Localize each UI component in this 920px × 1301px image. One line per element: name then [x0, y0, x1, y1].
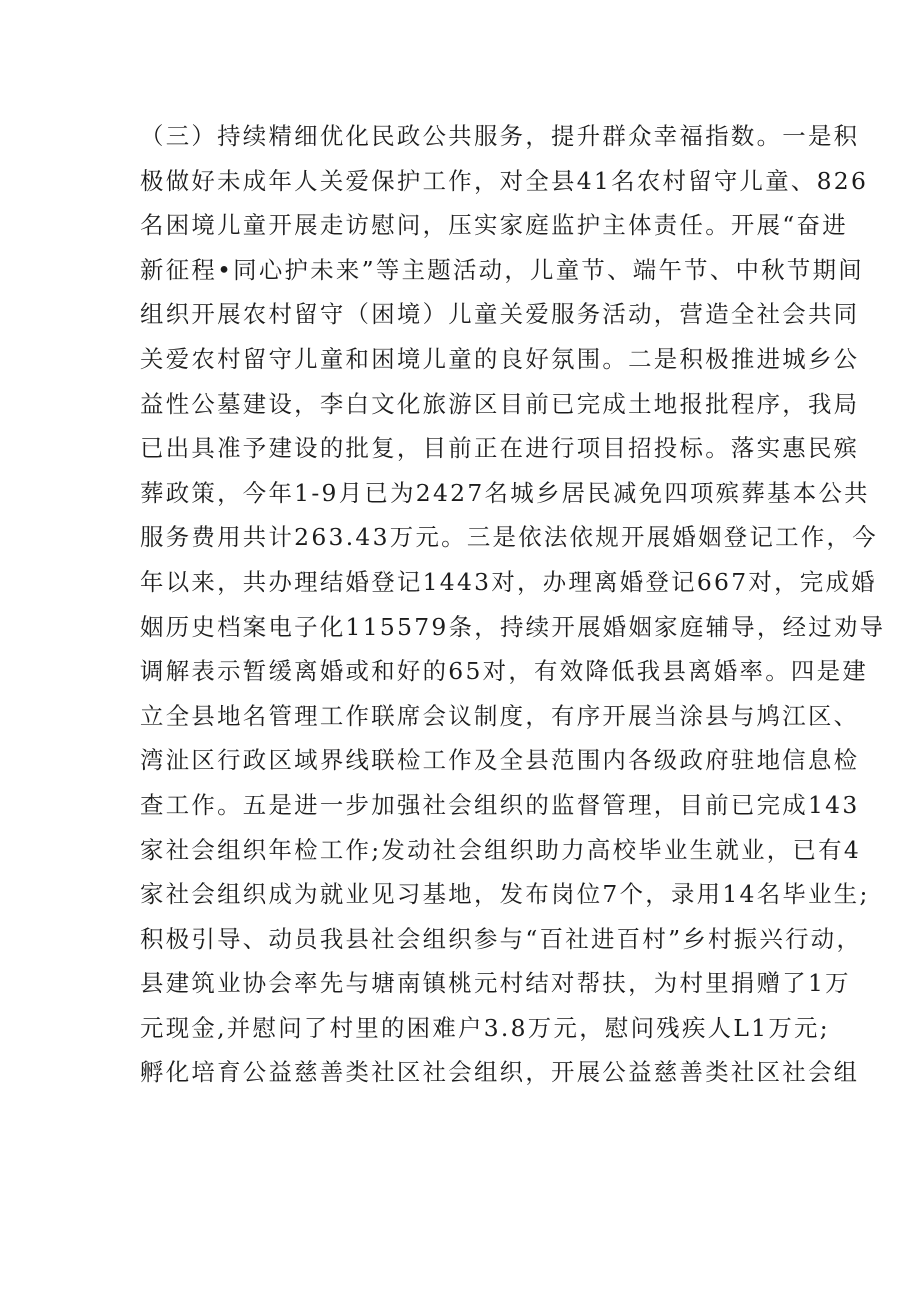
paragraph-line: 姻历史档案电子化115579条，持续开展婚姻家庭辅导，经过劝导: [140, 612, 886, 641]
paragraph-line: 立全县地名管理工作联席会议制度，有序开展当涂县与鸠江区、: [140, 701, 860, 730]
paragraph-line: 益性公墓建设，李白文化旅游区目前已完成土地报批程序，我局: [140, 389, 860, 418]
paragraph-line: 关爱农村留守儿童和困境儿童的良好氛围。二是积极推进城乡公: [140, 344, 860, 373]
paragraph-line: 查工作。五是进一步加强社会组织的监督管理，目前已完成143: [140, 790, 860, 819]
paragraph-line: 葬政策，今年1-9月已为2427名城乡居民减免四项殡葬基本公共: [140, 478, 870, 507]
paragraph-line: 湾沚区行政区域界线联检工作及全县范围内各级政府驻地信息检: [140, 746, 860, 775]
paragraph-line: 家社会组织成为就业见习基地，发布岗位7个，录用14名毕业生;: [140, 880, 870, 909]
paragraph-line: 服务费用共计263.43万元。三是依法依规开展婚姻登记工作，今: [140, 523, 878, 552]
paragraph-line: 组织开展农村留守（困境）儿童关爱服务活动，营造全社会共同: [140, 300, 860, 329]
paragraph-line: 新征程•同心护未来”等主题活动，儿童节、端午节、中秋节期间: [140, 255, 864, 284]
paragraph-line: 元现金,并慰问了村里的困难户3.8万元，慰问残疾人L1万元;: [140, 1013, 830, 1042]
body-paragraph: [140, 114, 886, 1095]
paragraph-line: 家社会组织年检工作;发动社会组织助力高校毕业生就业，已有4: [140, 835, 862, 864]
paragraph-line: 调解表示暂缓离婚或和好的65对，有效降低我县离婚率。四是建: [140, 657, 869, 686]
paragraph-line: 名困境儿童开展走访慰问，压实家庭监护主体责任。开展“奋进: [140, 211, 848, 240]
paragraph-line: （三）持续精细优化民政公共服务，提升群众幸福指数。一是积: [140, 122, 860, 150]
paragraph-line: 孵化培育公益慈善类社区社会组织，开展公益慈善类社区社会组: [140, 1058, 860, 1087]
paragraph-line: 极做好未成年人关爱保护工作，对全县41名农村留守儿童、826: [140, 166, 869, 195]
paragraph-line: 县建筑业协会率先与塘南镇桃元村结对帮扶，为村里捐赠了1万: [140, 969, 851, 998]
paragraph-line: 积极引导、动员我县社会组织参与“百社进百村”乡村振兴行动，: [140, 924, 863, 953]
paragraph-line: 已出具准予建设的批复，目前正在进行项目招投标。落实惠民殡: [140, 434, 860, 463]
paragraph-line: 年以来，共办理结婚登记1443对，办理离婚登记667对，完成婚: [140, 567, 877, 596]
